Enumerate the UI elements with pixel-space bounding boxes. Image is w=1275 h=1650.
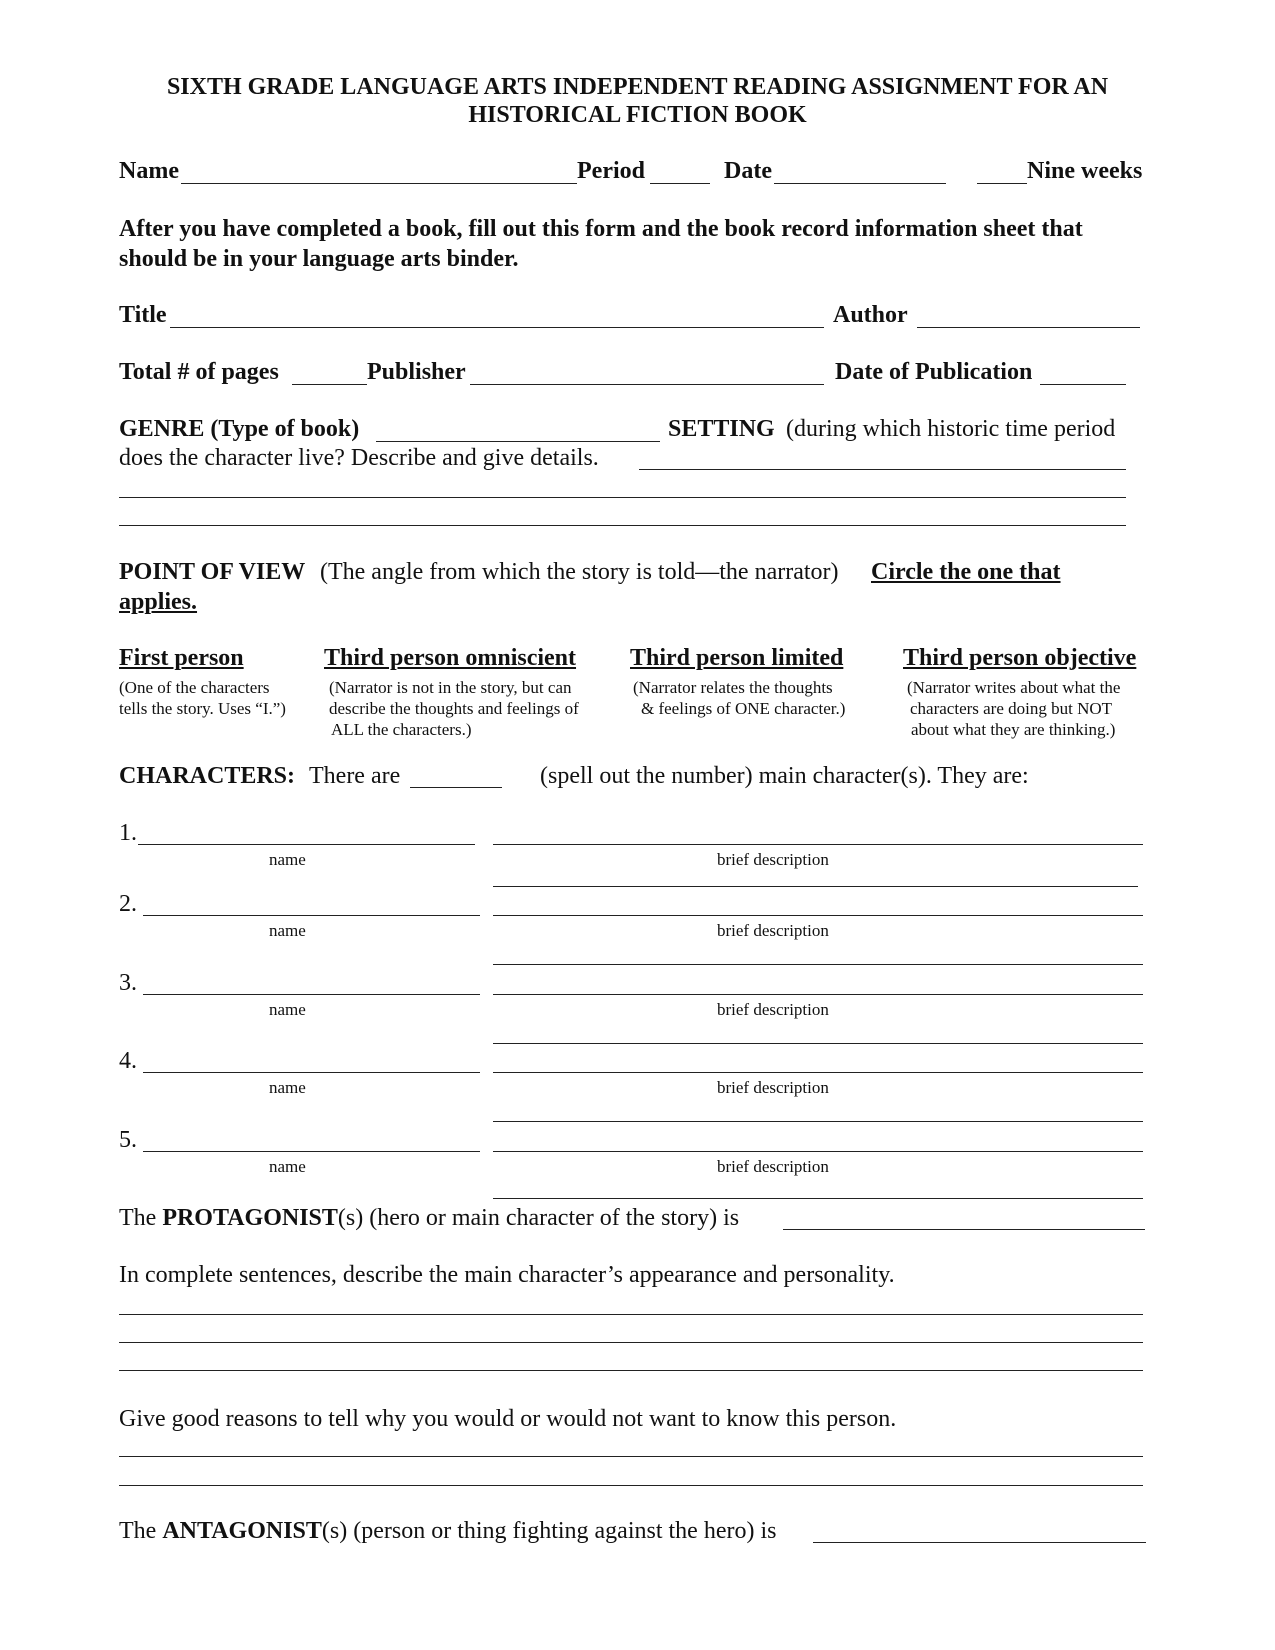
publisher-label: Publisher: [367, 359, 466, 385]
pov-desc-objective-line3: about what they are thinking.): [911, 720, 1116, 739]
name-label: Name: [119, 158, 179, 184]
character-2-desc-field[interactable]: [493, 915, 1143, 916]
setting-field-line1[interactable]: [639, 469, 1126, 470]
characters-count-field[interactable]: [410, 787, 502, 788]
protagonist-label: PROTAGONIST: [162, 1205, 338, 1231]
setting-label: SETTING: [668, 416, 775, 442]
date-field[interactable]: [774, 183, 946, 184]
character-4-name-label: name: [269, 1078, 306, 1097]
nine-weeks-label: Nine weeks: [1027, 158, 1143, 184]
pov-instruction-line1: Circle the one that: [871, 559, 1061, 585]
total-pages-label: Total # of pages: [119, 359, 279, 385]
character-2-name-field[interactable]: [143, 915, 480, 916]
character-1-desc-field[interactable]: [493, 844, 1143, 845]
pov-option-first-person[interactable]: First person: [119, 645, 244, 671]
character-3-name-label: name: [269, 1000, 306, 1019]
character-4-desc-label: brief description: [717, 1078, 829, 1097]
period-label: Period: [577, 158, 645, 184]
pov-desc-omniscient-line1: (Narrator is not in the story, but can: [329, 678, 572, 697]
character-5-name-label: name: [269, 1157, 306, 1176]
pov-desc-limited-line1: (Narrator relates the thoughts: [633, 678, 833, 697]
genre-label: GENRE (Type of book): [119, 416, 360, 442]
character-1-desc-label: brief description: [717, 850, 829, 869]
character-2-desc-field-2[interactable]: [493, 964, 1143, 965]
protagonist-line: [119, 1205, 739, 1232]
book-title-label: Title: [119, 302, 167, 328]
setting-field-line2[interactable]: [119, 497, 1126, 498]
character-number-5: 5.: [119, 1127, 137, 1153]
reasons-field-line2[interactable]: [119, 1485, 1143, 1486]
setting-text-line2: does the character live? Describe and give details.: [119, 445, 599, 471]
author-field[interactable]: [917, 327, 1140, 328]
character-1-name-label: name: [269, 850, 306, 869]
character-5-desc-field-2[interactable]: [493, 1198, 1143, 1199]
pov-desc-first-line2: tells the story. Uses “I.”): [119, 699, 286, 718]
date-of-publication-label: Date of Publication: [835, 359, 1033, 385]
pov-desc-omniscient-line3: ALL the characters.): [331, 720, 472, 739]
page-title-line2: HISTORICAL FICTION BOOK: [468, 102, 807, 128]
describe-prompt: In complete sentences, describe the main character’s appearance and personality.: [119, 1262, 895, 1288]
pov-desc-objective-line1: (Narrator writes about what the: [907, 678, 1121, 697]
reasons-prompt: Give good reasons to tell why you would or would not want to know this person.: [119, 1406, 897, 1432]
pov-desc-limited-line2: & feelings of ONE character.): [641, 699, 846, 718]
characters-text1: There are: [309, 763, 401, 789]
nine-weeks-field[interactable]: [977, 183, 1027, 184]
date-label: Date: [724, 158, 772, 184]
character-4-desc-field-2[interactable]: [493, 1121, 1143, 1122]
period-field[interactable]: [650, 183, 710, 184]
character-2-name-label: name: [269, 921, 306, 940]
pov-label: POINT OF VIEW: [119, 559, 306, 585]
character-3-desc-label: brief description: [717, 1000, 829, 1019]
protagonist-text: (s) (hero or main character of the story) is: [337, 1205, 740, 1231]
antagonist-field[interactable]: [813, 1542, 1146, 1543]
pov-option-third-objective[interactable]: Third person objective: [903, 645, 1137, 671]
pov-desc-omniscient-line2: describe the thoughts and feelings of: [329, 699, 579, 718]
instructions-line2: should be in your language arts binder.: [119, 246, 519, 272]
character-4-name-field[interactable]: [143, 1072, 480, 1073]
pov-desc-objective-line2: characters are doing but NOT: [910, 699, 1113, 718]
character-5-name-field[interactable]: [143, 1151, 480, 1152]
character-3-desc-field[interactable]: [493, 994, 1143, 995]
pov-text: (The angle from which the story is told—the narrator): [320, 559, 839, 585]
setting-text-line1: (during which historic time period: [786, 416, 1116, 442]
character-3-desc-field-2[interactable]: [493, 1043, 1143, 1044]
character-5-desc-label: brief description: [717, 1157, 829, 1176]
setting-field-line3[interactable]: [119, 525, 1126, 526]
antagonist-text: (s) (person or thing fighting against the hero) is: [321, 1518, 777, 1544]
character-2-desc-label: brief description: [717, 921, 829, 940]
character-1-desc-field-2[interactable]: [493, 886, 1138, 887]
characters-text2: (spell out the number) main character(s). They are:: [540, 763, 1029, 789]
instructions-line1: After you have completed a book, fill out this form and the book record information sheet that: [119, 216, 1083, 242]
character-number-4: 4.: [119, 1048, 137, 1074]
page-title-line1: SIXTH GRADE LANGUAGE ARTS INDEPENDENT READING ASSIGNMENT FOR AN: [166, 74, 1109, 100]
protagonist-pre: The: [119, 1205, 157, 1231]
protagonist-field[interactable]: [783, 1229, 1145, 1230]
pov-desc-first-line1: (One of the characters: [119, 678, 270, 697]
author-label: Author: [833, 302, 908, 328]
character-number-2: 2.: [119, 891, 137, 917]
publisher-field[interactable]: [470, 384, 824, 385]
reasons-field-line1[interactable]: [119, 1456, 1143, 1457]
describe-field-line1[interactable]: [119, 1314, 1143, 1315]
total-pages-field[interactable]: [292, 384, 367, 385]
name-field[interactable]: [181, 183, 577, 184]
genre-field[interactable]: [376, 441, 660, 442]
antagonist-line: [119, 1518, 776, 1545]
character-1-name-field[interactable]: [138, 844, 475, 845]
character-number-3: 3.: [119, 970, 137, 996]
antagonist-label: ANTAGONIST: [162, 1518, 322, 1544]
date-of-publication-field[interactable]: [1040, 384, 1126, 385]
describe-field-line3[interactable]: [119, 1370, 1143, 1371]
character-5-desc-field[interactable]: [493, 1151, 1143, 1152]
pov-option-third-omniscient[interactable]: Third person omniscient: [324, 645, 577, 671]
characters-label: CHARACTERS:: [119, 763, 296, 789]
character-3-name-field[interactable]: [143, 994, 480, 995]
character-number-1: 1.: [119, 820, 137, 846]
pov-instruction-line2: applies.: [119, 589, 198, 615]
character-4-desc-field[interactable]: [493, 1072, 1143, 1073]
antagonist-pre: The: [119, 1518, 157, 1544]
pov-option-third-limited[interactable]: Third person limited: [630, 645, 844, 671]
book-title-field[interactable]: [170, 327, 824, 328]
describe-field-line2[interactable]: [119, 1342, 1143, 1343]
